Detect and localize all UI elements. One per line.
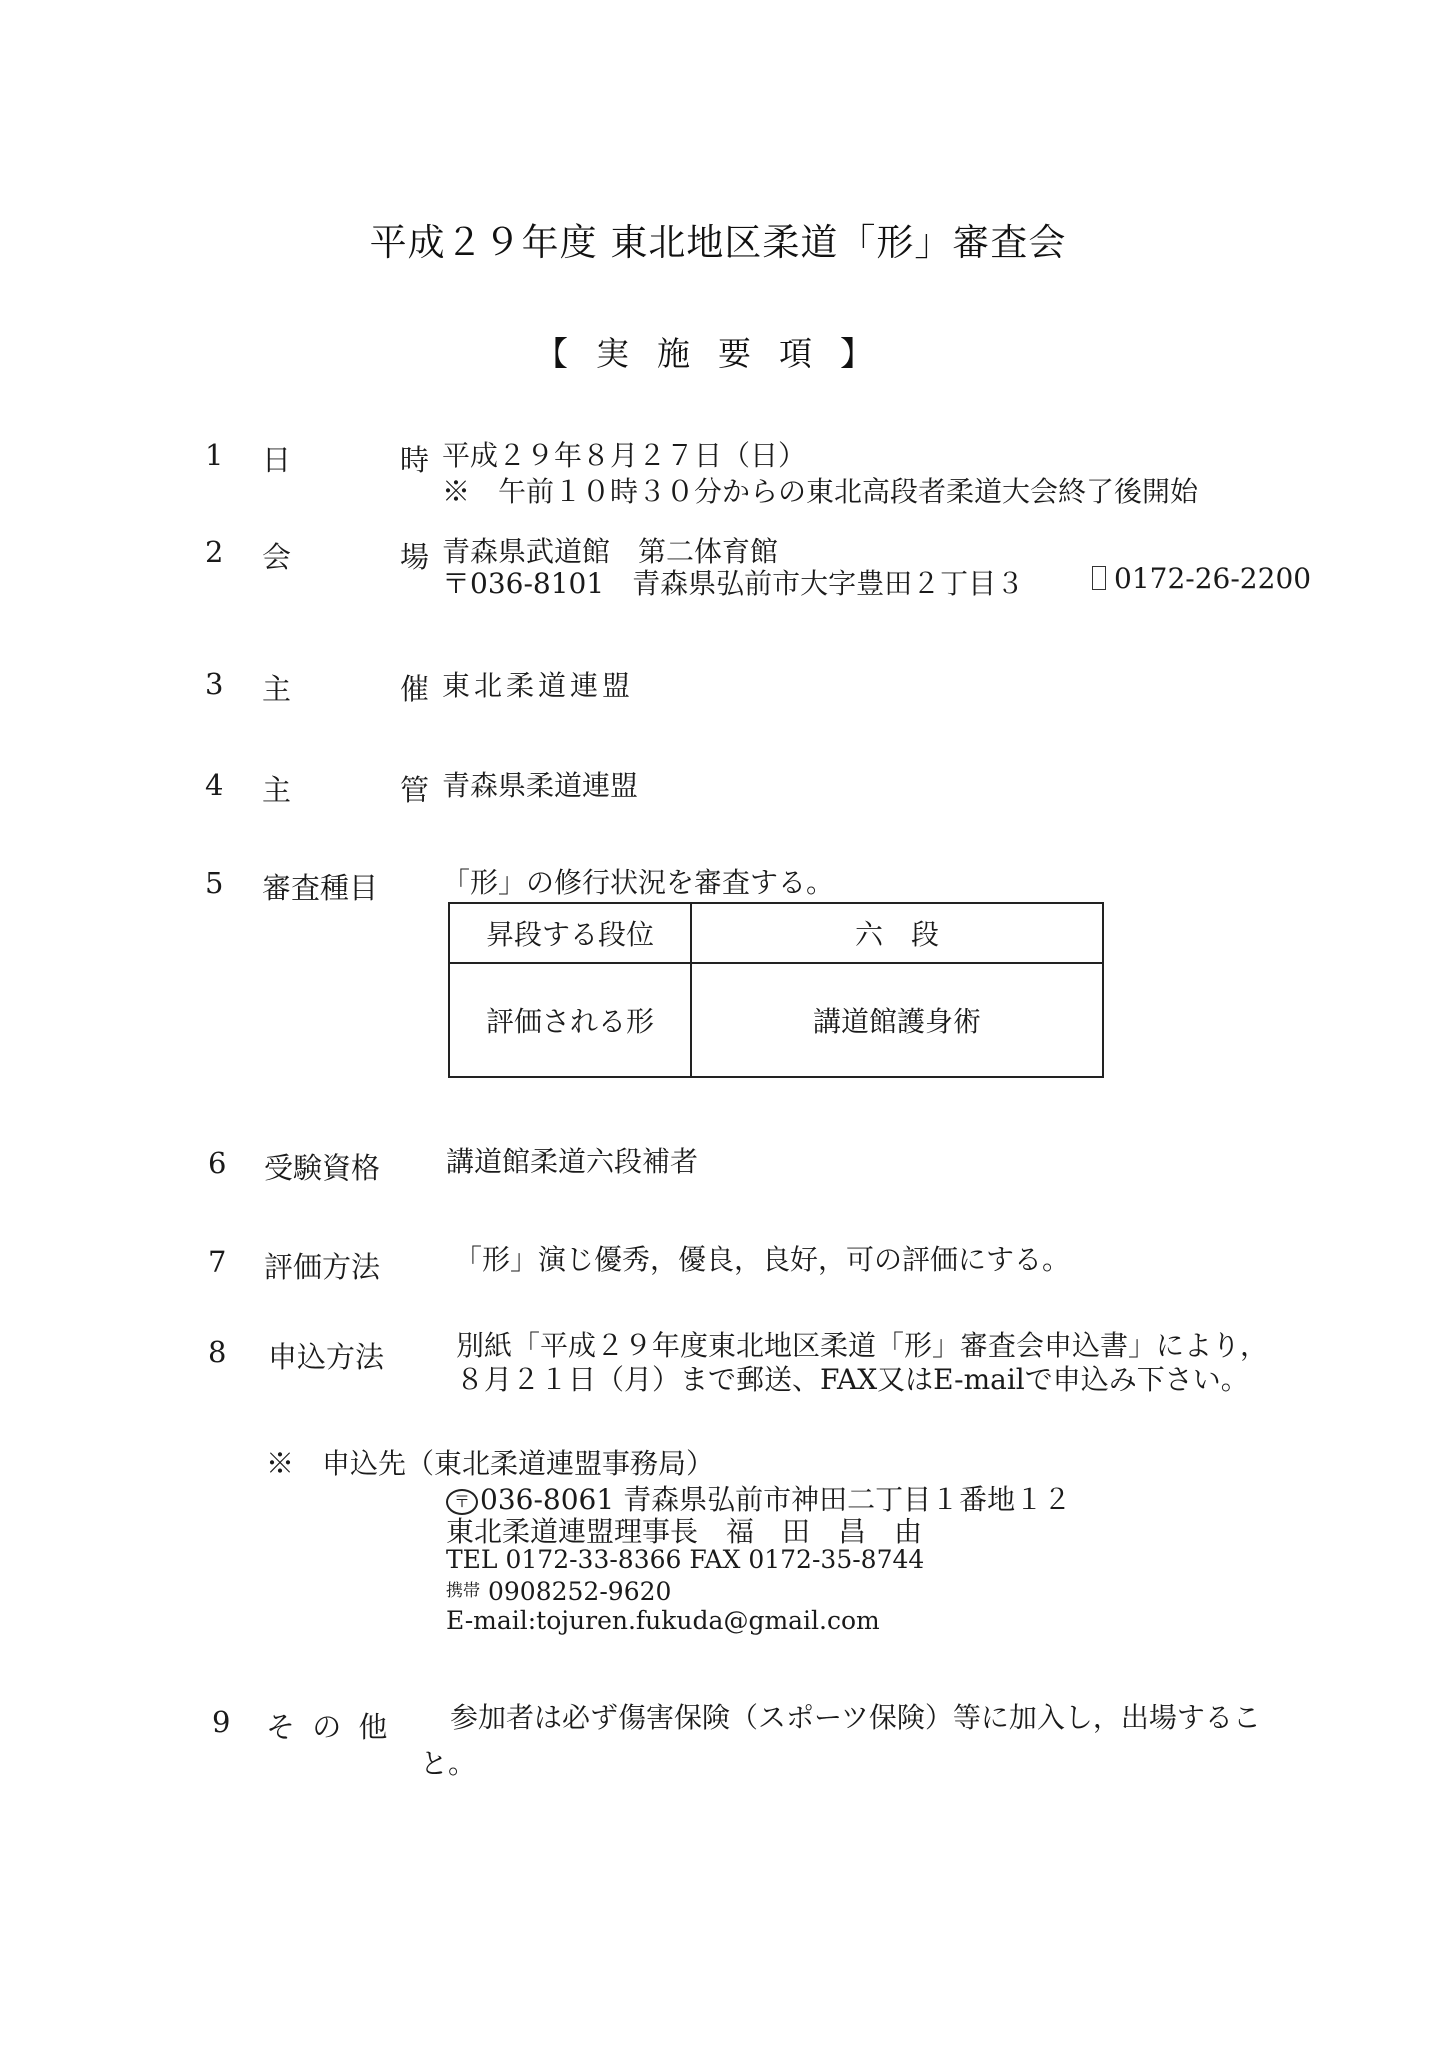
phone-icon xyxy=(1092,566,1106,590)
contact-tel-fax: TEL 0172-33-8366 FAX 0172-35-8744 xyxy=(446,1545,925,1574)
datetime-date: 平成２９年８月２７日（日） xyxy=(442,439,807,472)
item-number: 3 xyxy=(205,667,224,701)
venue-name: 青森県武道館 第二体育館 xyxy=(442,535,779,568)
table-value-kata: 講道館護身術 xyxy=(691,963,1103,1077)
management-name: 青森県柔道連盟 xyxy=(442,769,639,802)
contact-mobile xyxy=(446,1576,671,1606)
postal-mark-icon: 〒 xyxy=(446,1489,478,1515)
evaluation-text: 「形」演じ優秀，優良，良好，可の評価にする。 xyxy=(454,1243,1071,1276)
item-number: 4 xyxy=(205,768,224,802)
datetime-note: ※ 午前１０時３０分からの東北高段者柔道大会終了後開始 xyxy=(442,475,1199,508)
application-line-2: ８月２１日（月）まで郵送、FAX又はE-mailで申込み下さい。 xyxy=(456,1363,1249,1396)
item-label-management: 主 管 xyxy=(262,773,470,807)
table-header-grade: 昇段する段位 xyxy=(449,903,691,963)
item-number: 1 xyxy=(205,438,224,472)
item-label-other: そ の 他 xyxy=(266,1710,392,1744)
item-label-application: 申込方法 xyxy=(268,1340,385,1374)
mobile-label: 携帯 xyxy=(446,1581,480,1601)
contact-address-text: 036-8061 青森県弘前市神田二丁目１番地１２ xyxy=(480,1483,1072,1516)
other-line-1: 参加者は必ず傷害保険（スポーツ保険）等に加入し，出場するこ xyxy=(450,1701,1261,1734)
item-number: 7 xyxy=(208,1245,227,1279)
table-row xyxy=(449,963,1103,1077)
item-label-datetime: 日 時 xyxy=(262,443,470,477)
item-number: 5 xyxy=(205,866,224,900)
table-row xyxy=(449,903,1103,963)
venue-phone-number: 0172-26-2200 xyxy=(1114,562,1312,595)
table-header-kata: 評価される形 xyxy=(449,963,691,1077)
category-text: 「形」の修行状況を審査する。 xyxy=(442,866,835,899)
eligibility-text: 講道館柔道六段補者 xyxy=(446,1145,699,1178)
item-number: 6 xyxy=(208,1146,227,1180)
item-label-eligibility: 受験資格 xyxy=(264,1151,381,1185)
contact-person: 東北柔道連盟理事長 福 田 昌 由 xyxy=(446,1515,923,1548)
item-label-evaluation: 評価方法 xyxy=(264,1250,381,1284)
document-subtitle: 【実施要項】 xyxy=(535,334,901,373)
venue-address: 〒036-8101 青森県弘前市大字豊田２丁目３ xyxy=(442,567,1025,600)
item-number: 8 xyxy=(208,1335,227,1369)
item-label-category: 審査種目 xyxy=(262,871,379,905)
organizer-name: 東北柔道連盟 xyxy=(442,669,635,702)
item-number: 9 xyxy=(212,1705,231,1739)
item-label-organizer: 主 催 xyxy=(262,672,470,706)
contact-email: E-mail:tojuren.fukuda@gmail.com xyxy=(446,1606,880,1635)
item-number: 2 xyxy=(205,535,224,569)
document-title: 平成２９年度 東北地区柔道「形」審査会 xyxy=(369,221,1067,264)
grade-table xyxy=(448,902,1104,1078)
mobile-number: 0908252-9620 xyxy=(488,1577,672,1606)
table-value-grade: 六 段 xyxy=(691,903,1103,963)
contact-heading: ※ 申込先（東北柔道連盟事務局） xyxy=(266,1447,715,1480)
other-line-2: と。 xyxy=(420,1747,477,1780)
item-label-venue: 会 場 xyxy=(262,540,470,574)
application-line-1: 別紙「平成２９年度東北地区柔道「形」審査会申込書」により， xyxy=(456,1329,1269,1362)
venue-phone xyxy=(1092,562,1311,595)
